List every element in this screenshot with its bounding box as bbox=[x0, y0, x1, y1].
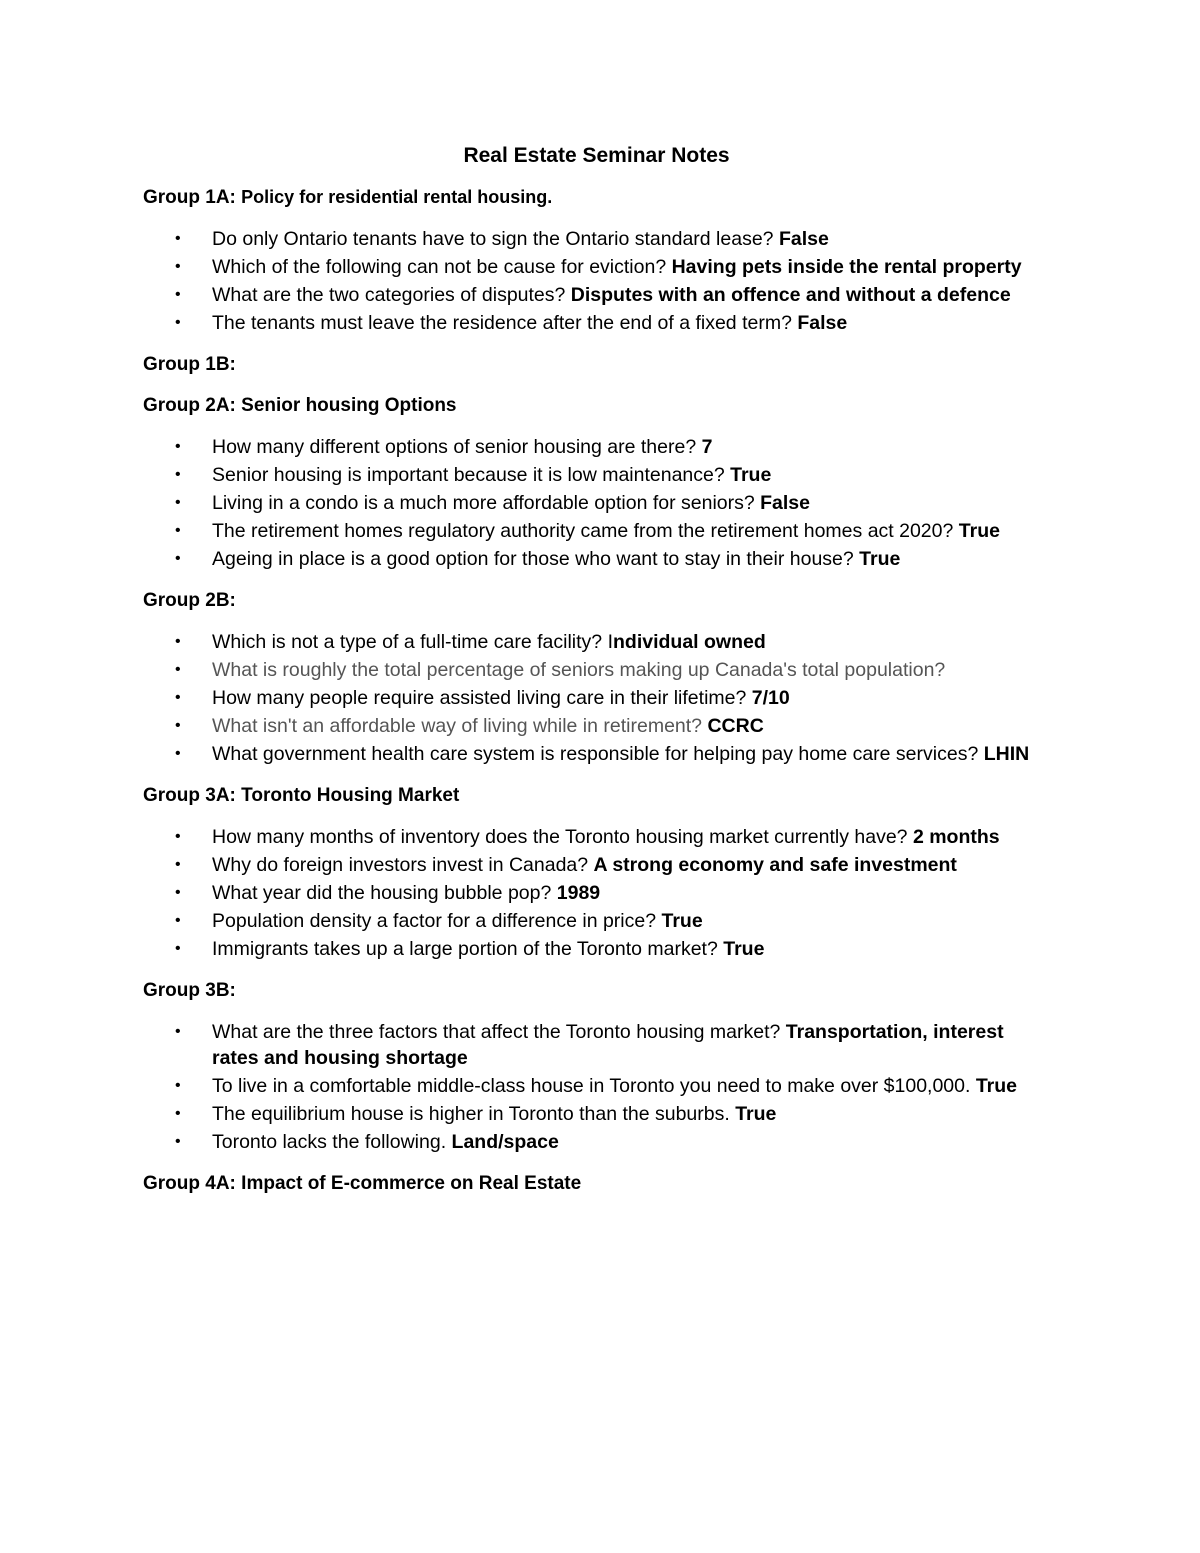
answer-text: True bbox=[735, 1103, 777, 1125]
list-item bbox=[143, 629, 1050, 655]
list-item bbox=[143, 1101, 1050, 1127]
group-label: Group 1A: bbox=[143, 187, 236, 208]
question-text: What government health care system is responsible for helping pay home care services? bbox=[212, 743, 984, 765]
bullet-icon: • bbox=[175, 314, 181, 331]
group-label: Group 4A: bbox=[143, 1173, 236, 1194]
list-item bbox=[143, 282, 1050, 308]
question-text: The tenants must leave the residence after the end of a fixed term? bbox=[212, 312, 798, 334]
question-text: What are the three factors that affect the Toronto housing market? bbox=[212, 1021, 786, 1043]
bullet-icon: • bbox=[175, 745, 181, 762]
group-label: Group 2A: bbox=[143, 395, 236, 416]
question-text: What is roughly the total percentage of seniors making up Canada's total population? bbox=[212, 659, 946, 681]
bullet-icon: • bbox=[175, 494, 181, 511]
answer-text: 7 bbox=[701, 436, 713, 458]
group-topic: Policy for residential rental housing. bbox=[241, 187, 553, 207]
bullet-icon: • bbox=[175, 633, 181, 650]
question-list-1a bbox=[143, 226, 1050, 336]
list-item bbox=[143, 880, 1050, 906]
group-label: Group 3A: bbox=[143, 785, 236, 806]
bullet-icon: • bbox=[175, 550, 181, 567]
answer-text: True bbox=[958, 520, 1000, 542]
bullet-icon: • bbox=[175, 884, 181, 901]
bullet-icon: • bbox=[175, 230, 181, 247]
bullet-icon: • bbox=[175, 940, 181, 957]
question-text: How many different options of senior housing are there? bbox=[212, 436, 702, 458]
question-text: Living in a condo is a much more affordable option for seniors? bbox=[212, 492, 761, 514]
question-text: Immigrants takes up a large portion of the Toronto market? bbox=[212, 938, 724, 960]
answer-text: False bbox=[778, 228, 829, 250]
group-heading-2a bbox=[143, 393, 1050, 419]
answer-text: LHIN bbox=[983, 743, 1030, 765]
question-list-2a bbox=[143, 434, 1050, 572]
group-heading-1b bbox=[143, 352, 1050, 378]
page-title: Real Estate Seminar Notes bbox=[463, 144, 730, 167]
group-label: Group 1B: bbox=[143, 354, 236, 375]
answer-text: Transportation, interest rates and housing shortage bbox=[212, 1021, 1004, 1069]
question-list-2b bbox=[143, 629, 1050, 767]
list-item bbox=[143, 1019, 1050, 1071]
bullet-icon: • bbox=[175, 1077, 181, 1094]
answer-text: True bbox=[723, 938, 765, 960]
answer-text: Disputes with an offence and without a defence bbox=[570, 284, 1011, 306]
bullet-icon: • bbox=[175, 438, 181, 455]
bullet-icon: • bbox=[175, 717, 181, 734]
answer-text: True bbox=[730, 464, 772, 486]
list-item bbox=[143, 462, 1050, 488]
group-heading-2b bbox=[143, 588, 1050, 614]
question-text: The equilibrium house is higher in Toronto than the suburbs. bbox=[212, 1103, 736, 1125]
bullet-icon: • bbox=[175, 1133, 181, 1150]
answer-text: True bbox=[975, 1075, 1018, 1097]
answer-text: True bbox=[859, 548, 901, 570]
question-text: Which of the following can not be cause for eviction? bbox=[212, 256, 672, 278]
group-heading-4a bbox=[143, 1171, 1050, 1197]
list-item bbox=[143, 226, 1050, 252]
question-list-3a bbox=[143, 824, 1050, 962]
list-item bbox=[143, 657, 1050, 683]
bullet-icon: • bbox=[175, 828, 181, 845]
answer-text: 2 months bbox=[912, 826, 1000, 848]
list-item bbox=[143, 1129, 1050, 1155]
bullet-icon: • bbox=[175, 856, 181, 873]
bullet-icon: • bbox=[175, 689, 181, 706]
bullet-icon: • bbox=[175, 912, 181, 929]
list-item bbox=[143, 741, 1050, 767]
question-text: Senior housing is important because it is low maintenance? bbox=[212, 464, 731, 486]
answer-text: Land/space bbox=[451, 1131, 559, 1153]
question-text: What are the two categories of disputes? bbox=[212, 284, 571, 306]
list-item bbox=[143, 518, 1050, 544]
question-text: Ageing in place is a good option for those who want to stay in their house? bbox=[212, 548, 860, 570]
question-list-3b bbox=[143, 1019, 1050, 1155]
question-text: Do only Ontario tenants have to sign the Ontario standard lease? bbox=[212, 228, 779, 250]
answer-text: False bbox=[760, 492, 810, 514]
question-text: How many people require assisted living care in their lifetime? bbox=[212, 687, 752, 709]
bullet-icon: • bbox=[175, 1105, 181, 1122]
list-item bbox=[143, 824, 1050, 850]
list-item bbox=[143, 546, 1050, 572]
list-item bbox=[143, 310, 1050, 336]
bullet-icon: • bbox=[175, 661, 181, 678]
question-text: Why do foreign investors invest in Canada? bbox=[212, 854, 594, 876]
answer-text: CCRC bbox=[707, 715, 764, 737]
list-item bbox=[143, 936, 1050, 962]
group-topic: Toronto Housing Market bbox=[241, 785, 460, 806]
list-item bbox=[143, 490, 1050, 516]
answer-text: ndividual owned bbox=[613, 631, 766, 653]
question-text: How many months of inventory does the Toronto housing market currently have? bbox=[212, 826, 913, 848]
answer-text: 1989 bbox=[556, 882, 601, 904]
group-label: Group 3B: bbox=[143, 980, 236, 1001]
group-topic: Senior housing Options bbox=[241, 395, 457, 416]
bullet-icon: • bbox=[175, 286, 181, 303]
question-text: Which is not a type of a full-time care facility? I bbox=[212, 631, 613, 653]
group-label: Group 2B: bbox=[143, 590, 236, 611]
list-item bbox=[143, 852, 1050, 878]
answer-text: 7/10 bbox=[751, 687, 790, 709]
question-text: To live in a comfortable middle-class house in Toronto you need to make over $100,000. bbox=[212, 1075, 976, 1097]
answer-text: False bbox=[797, 312, 848, 334]
group-topic: Impact of E-commerce on Real Estate bbox=[241, 1173, 582, 1194]
answer-text: Having pets inside the rental property bbox=[671, 256, 1022, 278]
question-text: Toronto lacks the following. bbox=[212, 1131, 452, 1153]
list-item bbox=[143, 254, 1050, 280]
question-text: Population density a factor for a difference in price? bbox=[212, 910, 662, 932]
list-item bbox=[143, 434, 1050, 460]
question-text: What year did the housing bubble pop? bbox=[212, 882, 557, 904]
group-heading-3a bbox=[143, 783, 1050, 809]
bullet-icon: • bbox=[175, 466, 181, 483]
bullet-icon: • bbox=[175, 522, 181, 539]
bullet-icon: • bbox=[175, 258, 181, 275]
answer-text: True bbox=[661, 910, 703, 932]
question-text: The retirement homes regulatory authority came from the retirement homes act 2020? bbox=[212, 520, 959, 542]
bullet-icon: • bbox=[175, 1023, 181, 1040]
group-heading-3b bbox=[143, 978, 1050, 1004]
answer-text: A strong economy and safe investment bbox=[593, 854, 957, 876]
list-item bbox=[143, 908, 1050, 934]
question-text: What isn't an affordable way of living while in retirement? bbox=[212, 715, 708, 737]
list-item bbox=[143, 713, 1050, 739]
list-item bbox=[143, 685, 1050, 711]
list-item bbox=[143, 1073, 1050, 1099]
group-heading-1a bbox=[143, 184, 1050, 211]
